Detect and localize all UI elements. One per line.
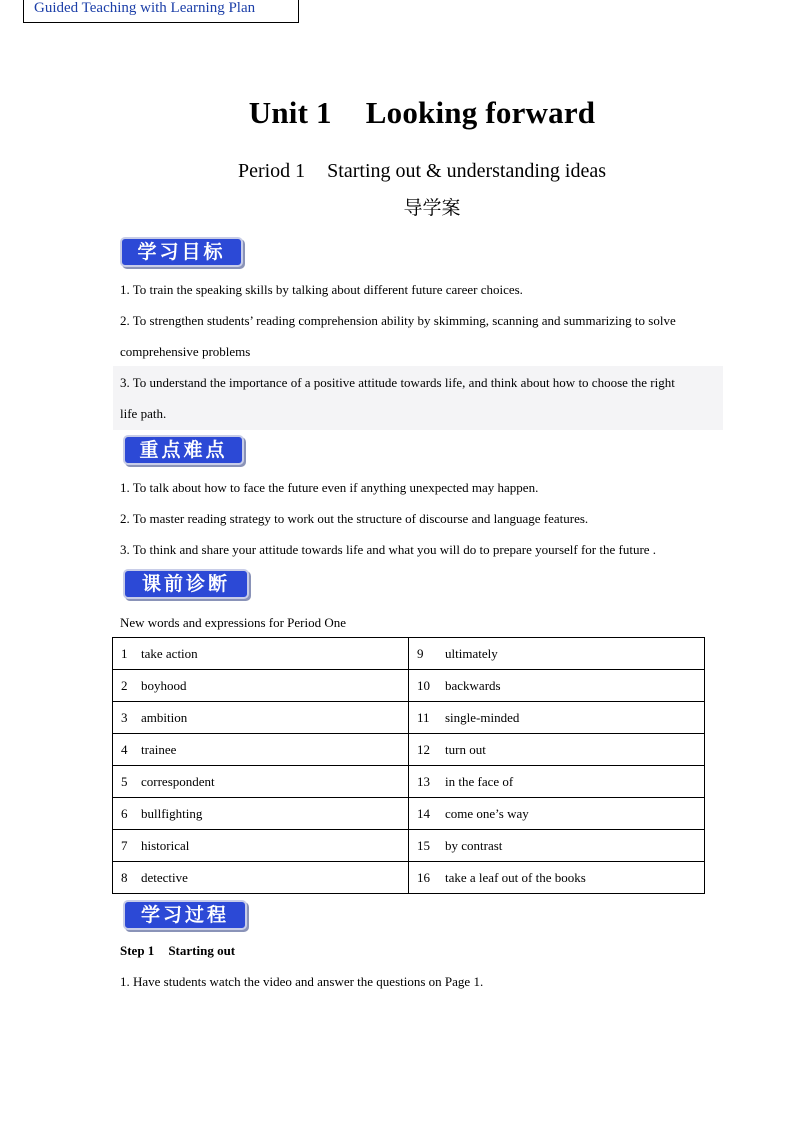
vocab-number: 16 bbox=[417, 869, 430, 885]
table-row bbox=[113, 766, 705, 798]
vocab-cell-right bbox=[409, 830, 705, 862]
vocab-cell-left bbox=[113, 638, 409, 670]
vocab-term: by contrast bbox=[445, 837, 503, 853]
vocab-table bbox=[112, 637, 705, 894]
plan-type-label: 导学案 bbox=[403, 198, 461, 219]
step-title: Starting out bbox=[168, 943, 236, 958]
vocab-cell-left bbox=[113, 862, 409, 894]
vocab-term: take a leaf out of the books bbox=[445, 869, 586, 885]
vocab-number: 4 bbox=[121, 741, 128, 757]
process-badge: 学习过程 bbox=[123, 900, 247, 930]
vocab-number: 1 bbox=[121, 645, 128, 661]
vocab-term: in the face of bbox=[445, 773, 514, 789]
vocab-number: 2 bbox=[121, 677, 128, 693]
vocab-term: ambition bbox=[141, 709, 188, 725]
vocab-term: trainee bbox=[141, 741, 177, 757]
table-row bbox=[113, 798, 705, 830]
period-topic: Starting out & understanding ideas bbox=[327, 160, 607, 182]
vocab-number: 6 bbox=[121, 805, 128, 821]
page-title bbox=[0, 95, 794, 131]
vocab-number: 12 bbox=[417, 741, 430, 757]
unit-name: Looking forward bbox=[365, 95, 596, 130]
vocab-number: 13 bbox=[417, 773, 430, 789]
vocab-cell-left bbox=[113, 830, 409, 862]
vocab-cell-left bbox=[113, 670, 409, 702]
table-row bbox=[113, 638, 705, 670]
process-line-1: 1. Have students watch the video and answer the questions on Page 1. bbox=[120, 974, 484, 989]
vocab-number: 15 bbox=[417, 837, 430, 853]
vocab-number: 8 bbox=[121, 869, 128, 885]
vocab-cell-right bbox=[409, 766, 705, 798]
vocab-term: detective bbox=[141, 869, 188, 885]
unit-number: Unit 1 bbox=[248, 95, 332, 130]
vocab-cell-right bbox=[409, 670, 705, 702]
vocab-number: 7 bbox=[121, 837, 128, 853]
key-points-badge: 重点难点 bbox=[123, 435, 244, 465]
vocab-number: 11 bbox=[417, 709, 430, 725]
vocab-cell-right bbox=[409, 862, 705, 894]
period-subtitle bbox=[0, 160, 794, 183]
objective-line-3: 3. To understand the importance of a positive attitude towards life, and think about how to choose the right bbox=[120, 375, 675, 390]
step-label: Step 1 bbox=[120, 943, 155, 958]
objectives-badge: 学习目标 bbox=[120, 237, 243, 267]
table-row bbox=[113, 702, 705, 734]
diagnosis-badge: 课前诊断 bbox=[123, 569, 249, 599]
vocab-number: 3 bbox=[121, 709, 128, 725]
vocab-number: 5 bbox=[121, 773, 128, 789]
vocab-cell-right bbox=[409, 702, 705, 734]
objective-line-1: 1. To train the speaking skills by talking about different future career choices. bbox=[120, 282, 523, 297]
objective-line-2: 2. To strengthen students’ reading comprehension ability by skimming, scanning and summarizing to solve bbox=[120, 313, 676, 328]
vocab-cell-right bbox=[409, 798, 705, 830]
table-row bbox=[113, 734, 705, 766]
vocab-term: come one’s way bbox=[445, 805, 529, 821]
document-header-label: Guided Teaching with Learning Plan bbox=[23, 0, 299, 23]
objective-line-3-cont: life path. bbox=[120, 406, 167, 421]
key-point-line-1: 1. To talk about how to face the future even if anything unexpected may happen. bbox=[120, 480, 539, 495]
vocab-caption: New words and expressions for Period One bbox=[120, 615, 347, 630]
vocab-cell-right bbox=[409, 638, 705, 670]
vocab-number: 10 bbox=[417, 677, 430, 693]
vocab-term: historical bbox=[141, 837, 190, 853]
table-row bbox=[113, 830, 705, 862]
vocab-term: boyhood bbox=[141, 677, 187, 693]
key-point-line-2: 2. To master reading strategy to work out the structure of discourse and language features. bbox=[120, 511, 589, 526]
vocab-number: 9 bbox=[417, 645, 424, 661]
objective-line-2-cont: comprehensive problems bbox=[120, 344, 251, 359]
key-point-line-3: 3. To think and share your attitude towards life and what you will do to prepare yourself for the future . bbox=[120, 542, 657, 557]
table-row bbox=[113, 862, 705, 894]
vocab-term: backwards bbox=[445, 677, 501, 693]
vocab-term: correspondent bbox=[141, 773, 215, 789]
vocab-cell-left bbox=[113, 702, 409, 734]
period-number: Period 1 bbox=[237, 160, 306, 182]
table-row bbox=[113, 670, 705, 702]
vocab-term: turn out bbox=[445, 741, 486, 757]
vocab-number: 14 bbox=[417, 805, 430, 821]
vocab-term: take action bbox=[141, 645, 198, 661]
vocab-cell-left bbox=[113, 766, 409, 798]
vocab-term: bullfighting bbox=[141, 805, 203, 821]
vocab-term: ultimately bbox=[445, 645, 498, 661]
vocab-cell-left bbox=[113, 734, 409, 766]
vocab-cell-right bbox=[409, 734, 705, 766]
vocab-term: single-minded bbox=[445, 709, 520, 725]
vocab-cell-left bbox=[113, 798, 409, 830]
step-heading bbox=[120, 943, 235, 959]
